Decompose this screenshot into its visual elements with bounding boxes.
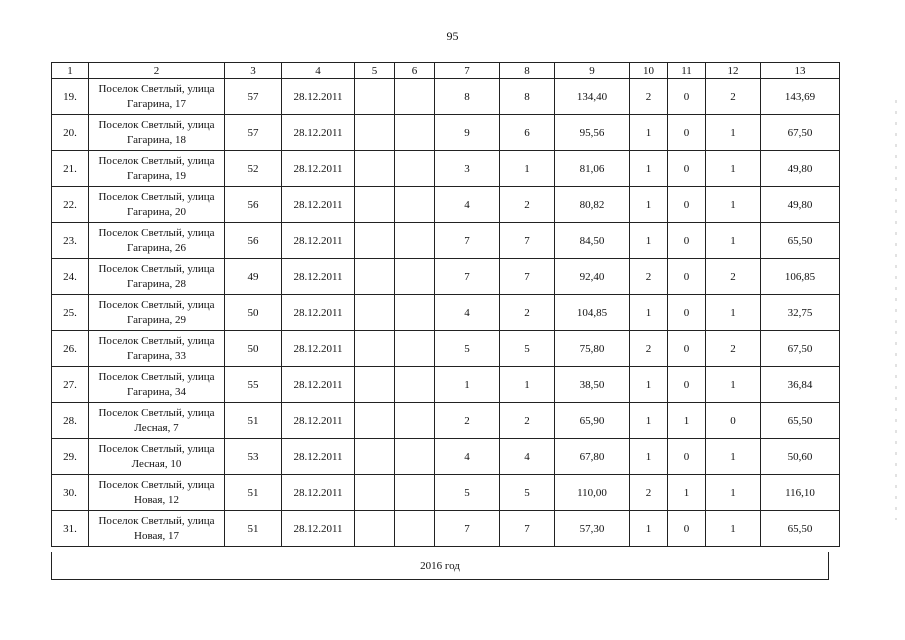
col9-cell: 65,90 xyxy=(555,403,630,439)
row-number-cell: 30. xyxy=(52,475,89,511)
col7-cell: 5 xyxy=(435,331,500,367)
col5-cell xyxy=(355,259,395,295)
col12-cell: 0 xyxy=(706,403,761,439)
address-line-1: Поселок Светлый, улица xyxy=(98,262,215,275)
col3-cell: 52 xyxy=(225,151,282,187)
col11-cell: 0 xyxy=(668,367,706,403)
col10-cell: 2 xyxy=(630,331,668,367)
date-cell: 28.12.2011 xyxy=(282,79,355,115)
header-cell: 6 xyxy=(395,63,435,79)
address-line-1: Поселок Светлый, улица xyxy=(98,226,215,239)
col6-cell xyxy=(395,295,435,331)
address-cell xyxy=(89,151,225,187)
col13-cell: 49,80 xyxy=(761,187,840,223)
table-row xyxy=(52,259,840,295)
col9-cell: 92,40 xyxy=(555,259,630,295)
table-row xyxy=(52,439,840,475)
col11-cell: 0 xyxy=(668,223,706,259)
col13-cell: 116,10 xyxy=(761,475,840,511)
table-row xyxy=(52,511,840,547)
header-cell: 11 xyxy=(668,63,706,79)
col8-cell: 4 xyxy=(500,439,555,475)
col5-cell xyxy=(355,223,395,259)
col12-cell: 2 xyxy=(706,331,761,367)
col3-cell: 57 xyxy=(225,115,282,151)
address-line-1: Поселок Светлый, улица xyxy=(98,118,215,131)
col6-cell xyxy=(395,439,435,475)
address-line-2: Лесная, 7 xyxy=(134,421,179,434)
col6-cell xyxy=(395,331,435,367)
col7-cell: 8 xyxy=(435,79,500,115)
col12-cell: 1 xyxy=(706,223,761,259)
col5-cell xyxy=(355,331,395,367)
col12-cell: 1 xyxy=(706,475,761,511)
date-cell: 28.12.2011 xyxy=(282,511,355,547)
address-cell xyxy=(89,259,225,295)
address-cell xyxy=(89,223,225,259)
col6-cell xyxy=(395,187,435,223)
row-number-cell: 26. xyxy=(52,331,89,367)
housing-registry-table xyxy=(51,62,840,547)
header-cell: 9 xyxy=(555,63,630,79)
row-number-cell: 29. xyxy=(52,439,89,475)
col13-cell: 36,84 xyxy=(761,367,840,403)
col10-cell: 1 xyxy=(630,187,668,223)
col8-cell: 1 xyxy=(500,151,555,187)
table-row xyxy=(52,151,840,187)
address-cell xyxy=(89,439,225,475)
col13-cell: 67,50 xyxy=(761,115,840,151)
col11-cell: 0 xyxy=(668,295,706,331)
address-line-2: Лесная, 10 xyxy=(131,457,182,470)
row-number-cell: 21. xyxy=(52,151,89,187)
table-row xyxy=(52,367,840,403)
header-cell: 13 xyxy=(761,63,840,79)
col9-cell: 104,85 xyxy=(555,295,630,331)
col5-cell xyxy=(355,475,395,511)
col8-cell: 6 xyxy=(500,115,555,151)
col7-cell: 4 xyxy=(435,187,500,223)
col11-cell: 0 xyxy=(668,79,706,115)
table-row xyxy=(52,475,840,511)
col11-cell: 1 xyxy=(668,475,706,511)
address-cell xyxy=(89,403,225,439)
col5-cell xyxy=(355,295,395,331)
col6-cell xyxy=(395,115,435,151)
address-cell xyxy=(89,79,225,115)
table-row xyxy=(52,403,840,439)
col3-cell: 50 xyxy=(225,295,282,331)
scan-edge-marks xyxy=(895,100,897,520)
col5-cell xyxy=(355,367,395,403)
col13-cell: 143,69 xyxy=(761,79,840,115)
col10-cell: 2 xyxy=(630,79,668,115)
address-line-2: Гагарина, 26 xyxy=(126,241,187,254)
col7-cell: 9 xyxy=(435,115,500,151)
col5-cell xyxy=(355,187,395,223)
col7-cell: 4 xyxy=(435,295,500,331)
col13-cell: 65,50 xyxy=(761,223,840,259)
col10-cell: 1 xyxy=(630,403,668,439)
header-cell: 10 xyxy=(630,63,668,79)
col12-cell: 2 xyxy=(706,79,761,115)
col7-cell: 4 xyxy=(435,439,500,475)
table-row xyxy=(52,79,840,115)
col10-cell: 2 xyxy=(630,259,668,295)
address-line-1: Поселок Светлый, улица xyxy=(98,442,215,455)
address-line-2: Гагарина, 19 xyxy=(126,169,187,182)
col3-cell: 50 xyxy=(225,331,282,367)
col12-cell: 1 xyxy=(706,439,761,475)
date-cell: 28.12.2011 xyxy=(282,403,355,439)
address-cell xyxy=(89,367,225,403)
col12-cell: 1 xyxy=(706,511,761,547)
address-line-2: Гагарина, 20 xyxy=(126,205,187,218)
col9-cell: 67,80 xyxy=(555,439,630,475)
address-line-1: Поселок Светлый, улица xyxy=(98,298,215,311)
col10-cell: 1 xyxy=(630,223,668,259)
col9-cell: 57,30 xyxy=(555,511,630,547)
col3-cell: 53 xyxy=(225,439,282,475)
col10-cell: 1 xyxy=(630,295,668,331)
col6-cell xyxy=(395,403,435,439)
col5-cell xyxy=(355,403,395,439)
col5-cell xyxy=(355,439,395,475)
col7-cell: 7 xyxy=(435,511,500,547)
col3-cell: 49 xyxy=(225,259,282,295)
col13-cell: 67,50 xyxy=(761,331,840,367)
col11-cell: 0 xyxy=(668,187,706,223)
col3-cell: 57 xyxy=(225,79,282,115)
col12-cell: 1 xyxy=(706,367,761,403)
col13-cell: 32,75 xyxy=(761,295,840,331)
address-line-2: Гагарина, 28 xyxy=(126,277,187,290)
col3-cell: 51 xyxy=(225,403,282,439)
row-number-cell: 22. xyxy=(52,187,89,223)
col9-cell: 110,00 xyxy=(555,475,630,511)
col8-cell: 2 xyxy=(500,295,555,331)
col8-cell: 1 xyxy=(500,367,555,403)
header-cell: 7 xyxy=(435,63,500,79)
address-line-2: Гагарина, 29 xyxy=(126,313,187,326)
col8-cell: 7 xyxy=(500,511,555,547)
col3-cell: 51 xyxy=(225,475,282,511)
row-number-cell: 20. xyxy=(52,115,89,151)
col3-cell: 51 xyxy=(225,511,282,547)
col8-cell: 8 xyxy=(500,79,555,115)
row-number-cell: 24. xyxy=(52,259,89,295)
address-cell xyxy=(89,511,225,547)
col13-cell: 65,50 xyxy=(761,511,840,547)
address-cell xyxy=(89,295,225,331)
col9-cell: 134,40 xyxy=(555,79,630,115)
col3-cell: 56 xyxy=(225,187,282,223)
header-cell: 2 xyxy=(89,63,225,79)
header-cell: 3 xyxy=(225,63,282,79)
date-cell: 28.12.2011 xyxy=(282,187,355,223)
col6-cell xyxy=(395,511,435,547)
col7-cell: 7 xyxy=(435,223,500,259)
col13-cell: 50,60 xyxy=(761,439,840,475)
address-line-1: Поселок Светлый, улица xyxy=(98,82,215,95)
page-number: 95 xyxy=(446,29,459,43)
col13-cell: 65,50 xyxy=(761,403,840,439)
col10-cell: 2 xyxy=(630,475,668,511)
address-line-1: Поселок Светлый, улица xyxy=(98,478,215,491)
col6-cell xyxy=(395,475,435,511)
col13-cell: 106,85 xyxy=(761,259,840,295)
col5-cell xyxy=(355,511,395,547)
header-cell: 8 xyxy=(500,63,555,79)
date-cell: 28.12.2011 xyxy=(282,151,355,187)
col10-cell: 1 xyxy=(630,115,668,151)
col11-cell: 0 xyxy=(668,331,706,367)
table-row xyxy=(52,223,840,259)
col6-cell xyxy=(395,79,435,115)
address-line-2: Новая, 12 xyxy=(134,493,179,506)
address-line-2: Гагарина, 34 xyxy=(126,385,187,398)
address-line-1: Поселок Светлый, улица xyxy=(98,154,215,167)
row-number-cell: 23. xyxy=(52,223,89,259)
col6-cell xyxy=(395,223,435,259)
date-cell: 28.12.2011 xyxy=(282,439,355,475)
row-number-cell: 27. xyxy=(52,367,89,403)
col7-cell: 3 xyxy=(435,151,500,187)
col7-cell: 2 xyxy=(435,403,500,439)
col11-cell: 0 xyxy=(668,439,706,475)
col8-cell: 7 xyxy=(500,223,555,259)
col8-cell: 2 xyxy=(500,187,555,223)
col8-cell: 5 xyxy=(500,475,555,511)
address-line-1: Поселок Светлый, улица xyxy=(98,190,215,203)
date-cell: 28.12.2011 xyxy=(282,295,355,331)
address-cell xyxy=(89,187,225,223)
row-number-cell: 19. xyxy=(52,79,89,115)
address-line-1: Поселок Светлый, улица xyxy=(98,334,215,347)
column-number-header xyxy=(52,63,840,79)
col9-cell: 75,80 xyxy=(555,331,630,367)
col7-cell: 5 xyxy=(435,475,500,511)
date-cell: 28.12.2011 xyxy=(282,331,355,367)
header-cell: 1 xyxy=(52,63,89,79)
col7-cell: 1 xyxy=(435,367,500,403)
col5-cell xyxy=(355,79,395,115)
address-line-1: Поселок Светлый, улица xyxy=(98,406,215,419)
col11-cell: 0 xyxy=(668,511,706,547)
header-cell: 12 xyxy=(706,63,761,79)
col10-cell: 1 xyxy=(630,439,668,475)
col6-cell xyxy=(395,259,435,295)
address-line-2: Гагарина, 18 xyxy=(126,133,187,146)
col12-cell: 1 xyxy=(706,187,761,223)
date-cell: 28.12.2011 xyxy=(282,115,355,151)
address-cell xyxy=(89,115,225,151)
col9-cell: 95,56 xyxy=(555,115,630,151)
table-row xyxy=(52,115,840,151)
address-line-1: Поселок Светлый, улица xyxy=(98,514,215,527)
col10-cell: 1 xyxy=(630,511,668,547)
col9-cell: 81,06 xyxy=(555,151,630,187)
table-row xyxy=(52,331,840,367)
col13-cell: 49,80 xyxy=(761,151,840,187)
col11-cell: 1 xyxy=(668,403,706,439)
col7-cell: 7 xyxy=(435,259,500,295)
col5-cell xyxy=(355,151,395,187)
table-row xyxy=(52,187,840,223)
date-cell: 28.12.2011 xyxy=(282,259,355,295)
col3-cell: 55 xyxy=(225,367,282,403)
col9-cell: 38,50 xyxy=(555,367,630,403)
address-cell xyxy=(89,331,225,367)
address-line-2: Новая, 17 xyxy=(134,529,179,542)
year-section-label: 2016 год xyxy=(51,552,829,580)
col10-cell: 1 xyxy=(630,151,668,187)
col8-cell: 7 xyxy=(500,259,555,295)
col3-cell: 56 xyxy=(225,223,282,259)
col12-cell: 1 xyxy=(706,151,761,187)
address-line-1: Поселок Светлый, улица xyxy=(98,370,215,383)
col9-cell: 80,82 xyxy=(555,187,630,223)
date-cell: 28.12.2011 xyxy=(282,367,355,403)
col8-cell: 2 xyxy=(500,403,555,439)
col6-cell xyxy=(395,151,435,187)
col11-cell: 0 xyxy=(668,115,706,151)
col11-cell: 0 xyxy=(668,259,706,295)
col6-cell xyxy=(395,367,435,403)
row-number-cell: 31. xyxy=(52,511,89,547)
col10-cell: 1 xyxy=(630,367,668,403)
row-number-cell: 28. xyxy=(52,403,89,439)
col12-cell: 1 xyxy=(706,115,761,151)
col5-cell xyxy=(355,115,395,151)
table-body xyxy=(52,79,840,547)
address-cell xyxy=(89,475,225,511)
header-cell: 4 xyxy=(282,63,355,79)
address-line-2: Гагарина, 33 xyxy=(126,349,187,362)
col11-cell: 0 xyxy=(668,151,706,187)
col9-cell: 84,50 xyxy=(555,223,630,259)
address-line-2: Гагарина, 17 xyxy=(126,97,187,110)
col8-cell: 5 xyxy=(500,331,555,367)
col12-cell: 1 xyxy=(706,295,761,331)
table-row xyxy=(52,295,840,331)
date-cell: 28.12.2011 xyxy=(282,475,355,511)
header-cell: 5 xyxy=(355,63,395,79)
col12-cell: 2 xyxy=(706,259,761,295)
row-number-cell: 25. xyxy=(52,295,89,331)
date-cell: 28.12.2011 xyxy=(282,223,355,259)
